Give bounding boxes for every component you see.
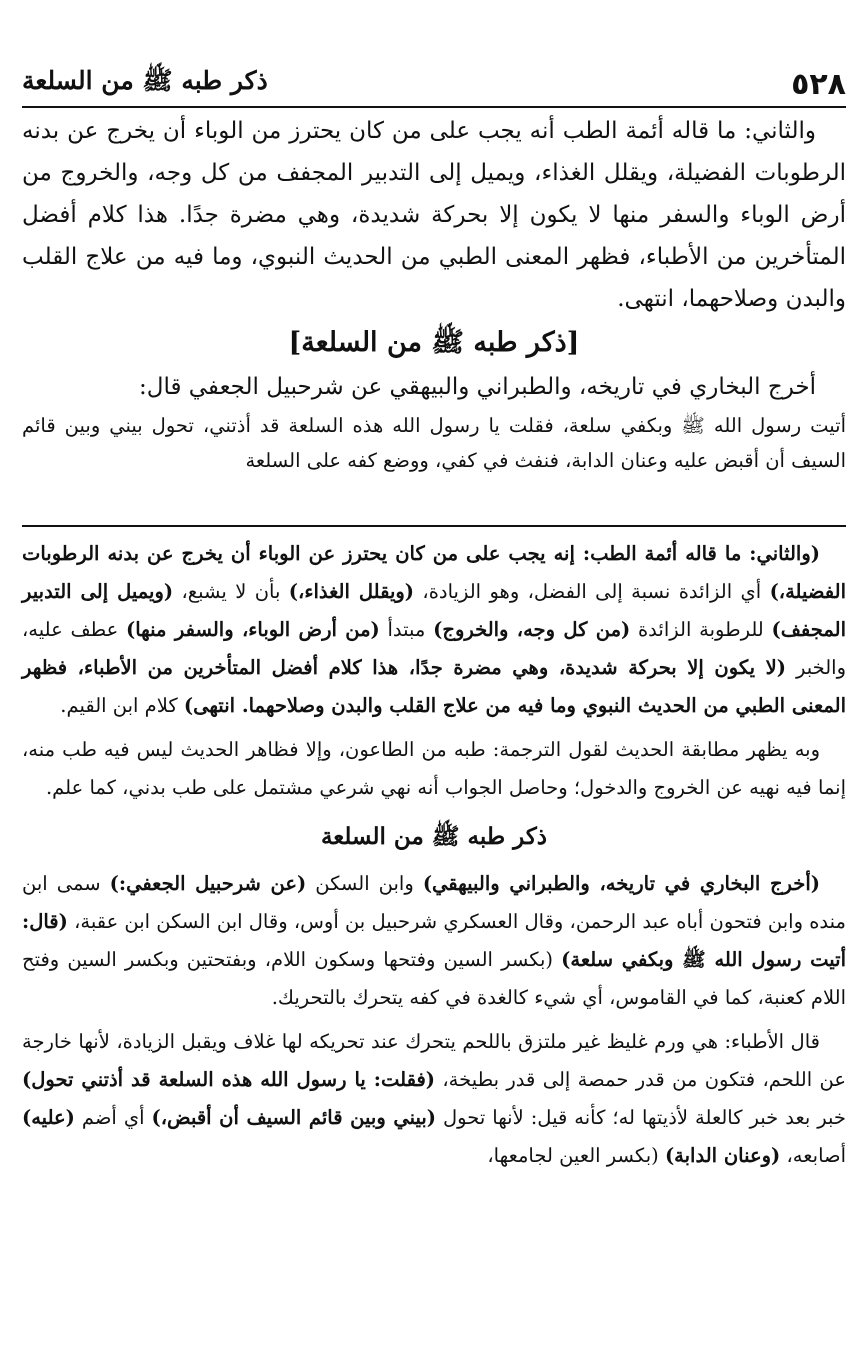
text-run: (من كل وجه، والخروج) [433,618,631,641]
text-run: (فقلت: يا رسول الله هذه السلعة قد أذتني تحول) [22,1068,435,1091]
text-run: (من أرض الوباء، والسفر منها) [126,618,380,641]
text-run: كلام ابن القيم. [60,694,184,717]
commentary-paragraph-4 [22,1023,846,1175]
text-run: أصابعه، [780,1144,846,1167]
text-run: (والثاني: ما قاله أئمة الطب: إنه يجب على من كان يحترز عن الوباء أن يخرج عن بدنه الرطوبات الفضيلة،) [22,542,847,603]
text-run: أي الزائدة نسبة إلى الفضل، وهو الزيادة، [414,580,770,603]
text-run: (ويميل إلى التدبير المجفف) [22,580,846,641]
commentary-text [22,535,846,1181]
matn-paragraph-3: أتيت رسول الله ﷺ وبكفي سلعة، فقلت يا رسول الله هذه السلعة قد أذتني، تحول بيني وبين قائم السيف أن أقبض عليه وعنان الدابة، فنفث في كفي، ووضع كفه على السلعة [22,414,846,472]
page-number: ٥٢٨ [791,67,846,102]
text-run: أي أضم [74,1106,152,1129]
commentary-paragraph-2: وبه يظهر مطابقة الحديث لقول الترجمة: طبه من الطاعون، وإلا فظاهر الحديث ليس فيه طب منه، إنما فيه نهيه عن الخروج والدخول؛ وحاصل الجواب أنه نهي شرعي مشتمل على طب بدني، كما علم. [22,738,846,799]
page-header [22,58,846,108]
text-run: (أخرج البخاري في تاريخه، والطبراني والبيهقي) [422,872,820,895]
text-run: بأن لا يشبع، [173,580,289,603]
text-run: (بيني وبين قائم السيف أن أقبض،) [151,1106,436,1129]
text-run: عطف عليه، والخبر [22,618,846,679]
text-run: خبر بعد خبر كالعلة لأذيتها له؛ كأنه قيل: لأنها تحول [436,1106,846,1129]
commentary-paragraph-1 [22,535,846,725]
text-run: للرطوبة الزائدة [630,618,772,641]
text-run: (لا يكون إلا بحركة شديدة، وهي مضرة جدًا، هذا كلام أفضل المتأخرين من الأطباء، فظهر المعنى الطبي من الحديث النبوي وما فيه من علاج القلب والبدن وصلاحهما. انتهى) [22,656,846,717]
main-text [22,110,846,478]
text-run: مبتدأ [379,618,434,641]
text-run: (عن شرحبيل الجعفي:) [109,872,307,895]
commentary-paragraph-3 [22,865,846,1017]
matn-paragraph-1: والثاني: ما قاله أئمة الطب أنه يجب على من كان يحترز من الوباء أن يخرج عن بدنه الرطوبات الفضيلة، ويقلل الغذاء، ويميل إلى التدبير المجفف من كل وجه، والخروج من أرض الوباء والسفر منها لا يكون إلا بحركة شديدة، وهي مضرة جدًا. هذا كلام أفضل المتأخرين من الأطباء، فظهر المعنى الطبي من الحديث النبوي، وما فيه من علاج القلب والبدن وصلاحهما، انتهى. [22,118,846,312]
text-run: (بكسر السين وفتحها وسكون اللام، وبفتحتين وبكسر السين وفتح اللام كعنبة، كما في القاموس، أي شيء كالغدة في كفه يتحرك بالتحريك. [22,948,846,1009]
text-run: سمى ابن منده وابن فتحون أباه عبد الرحمن، وقال العسكري شرحبيل بن أوس، وقال ابن السكن ابن عقبة، [22,872,846,933]
text-run: (ويقلل الغذاء،) [288,580,415,603]
text-run: (عليه) [22,1106,75,1129]
text-run: وابن السكن [306,872,423,895]
footnote-divider [22,525,846,527]
text-run: قال الأطباء: هي ورم غليظ غير ملتزق باللحم يتحرك عند تحريكه لها غلاف ويقبل الزيادة، لأنها خارجة عن اللحم، فتكون من قدر حمصة إلى قدر بطيخة، [22,1030,846,1091]
matn-paragraph-2: أخرج البخاري في تاريخه، والطبراني والبيهقي عن شرحبيل الجعفي قال: [138,374,816,400]
text-run: (وعنان الدابة) [664,1144,781,1167]
text-run: (بكسر العين لجامعها، [487,1144,665,1167]
text-run: (قال: أتيت رسول الله ﷺ وبكفي سلعة) [22,910,846,971]
running-title: ذكر طبه ﷺ من السلعة [22,66,268,95]
commentary-section-title: ذكر طبه ﷺ من السلعة [320,823,548,850]
section-title: [ذكر طبه ﷺ من السلعة] [288,327,580,358]
